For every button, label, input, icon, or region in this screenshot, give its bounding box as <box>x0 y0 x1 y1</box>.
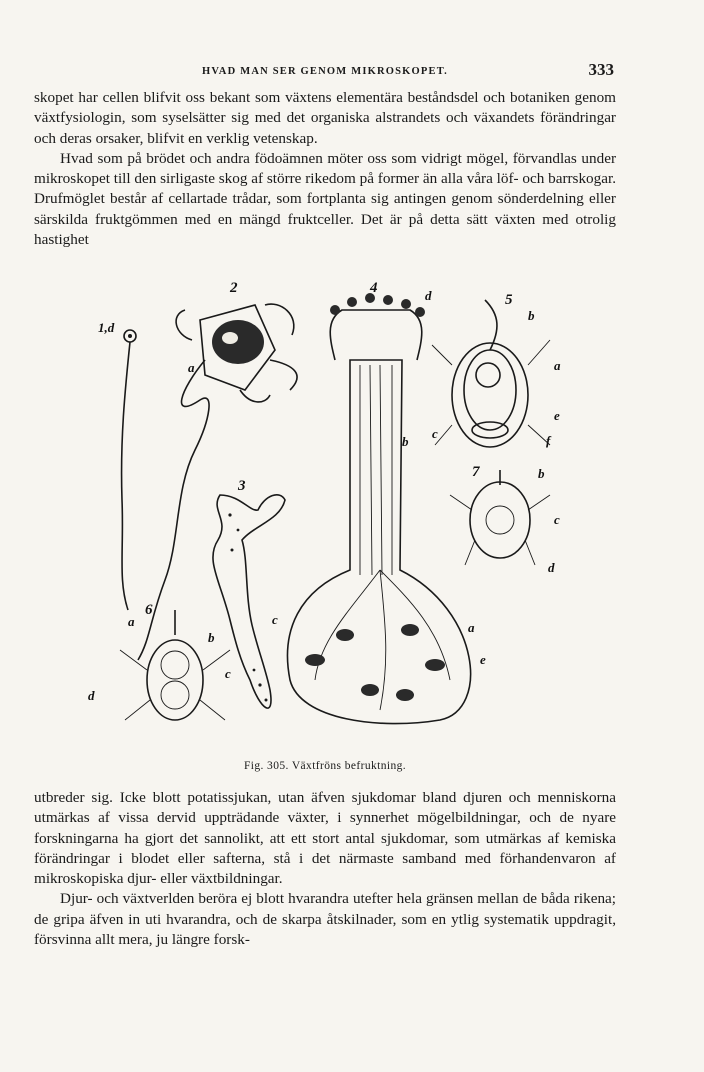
figure-label-b-fig4: b <box>402 434 409 449</box>
body-text-bottom <box>34 788 616 950</box>
figure-label-3: 3 <box>238 478 246 494</box>
illustration-7-ovule <box>450 470 550 565</box>
figure-label-f-fig5: f <box>546 433 551 448</box>
figure-label-5: 5 <box>505 292 513 308</box>
figure-label-6: 6 <box>145 602 153 618</box>
paragraph-mould: Hvad som på brödet och andra födoämnen möter oss som vidrigt mögel, förvandlas under mikroskopet till den sirligaste skog af större rikedom på former än alla våra löf- och barrskogar. Drufmöglet består af cellartade trådar, som fortplanta sig antingen genom sönderdelning eller särskilda fruktgömmen med en mängd fruktceller. Det är på detta sätt växten med otrolig hastighet <box>34 149 617 249</box>
paragraph-continuation: skopet har cellen blifvit oss bekant som växtens elementära beståndsdel och botaniken genom växtfysiologin, som syselsätter sig med det organiska alstrandets och växandets förändringar och deras orsaker, blifvit en verklig vetenskap. <box>34 89 616 147</box>
figure-label-e-fig4: e <box>480 652 486 667</box>
figure-label-a-fig5: a <box>554 358 561 373</box>
figure-label-d-fig6: d <box>88 688 95 703</box>
figure-caption: Fig. 305. Växtfröns befruktning. <box>243 760 407 772</box>
figure-label-2: 2 <box>230 280 238 296</box>
figure-label-b-fig6: b <box>208 630 215 645</box>
running-title: HVAD MAN SER GENOM MIKROSKOPET. <box>202 66 448 77</box>
illustration-4-ovary <box>288 293 471 724</box>
figure-label-c-fig4: c <box>272 612 278 627</box>
illustration-2-pollen-grain <box>138 304 297 660</box>
plant-fertilization-illustration <box>80 280 620 750</box>
figure-label-a-fig4: a <box>468 620 475 635</box>
illustration-6-ovule <box>120 610 230 720</box>
figure-label-7: 7 <box>472 464 480 480</box>
paragraph-kingdoms: Djur- och växtverlden beröra ej blott hvarandra utefter hela gränsen mellan de båda rikena; de gripa äfven in uti hvarandra, och de skarpa åtskilnader, som en ytlig systematik uppdragit, försvinna allt mera, ju längre forsk- <box>34 890 616 949</box>
figure-label-e-fig5: e <box>554 408 560 423</box>
illustration-3-granular-tube <box>213 495 285 708</box>
figure-label-c-fig7: c <box>554 512 560 527</box>
figure-label-4: 4 <box>370 280 378 296</box>
figure-label-c-fig5: c <box>432 426 438 441</box>
paragraph-diseases: utbreder sig. Icke blott potatissjukan, utan äfven sjukdomar bland djuren och menniskorna utmärkas af vissa dervid uppträdande växter, i synnerhet mögelbildningar, och de nyare forskningarna ha gjort det sannolikt, att ett stort antal sjukdomar, som utmärkas af kemiska förändringar i blodet eller safterna, stå i det närmaste samband med förhandenvaron af mikroskopiska djur- eller växtbildningar. <box>34 789 616 888</box>
body-text-top <box>34 88 616 250</box>
figure-305 <box>80 280 620 750</box>
illustration-1-pollen-tube <box>122 330 136 610</box>
figure-label-b-fig7: b <box>538 466 545 481</box>
page-number: 333 <box>588 60 614 79</box>
figure-label-d-fig7: d <box>548 560 555 575</box>
figure-label-d-fig4: d <box>425 288 432 303</box>
running-head <box>34 60 616 82</box>
figure-label-1d: 1,d <box>98 320 115 335</box>
figure-label-a-fig6: a <box>128 614 135 629</box>
figure-label-c-fig6: c <box>225 666 231 681</box>
figure-label-a-fig2: a <box>188 360 195 375</box>
figure-label-b-fig5: b <box>528 308 535 323</box>
